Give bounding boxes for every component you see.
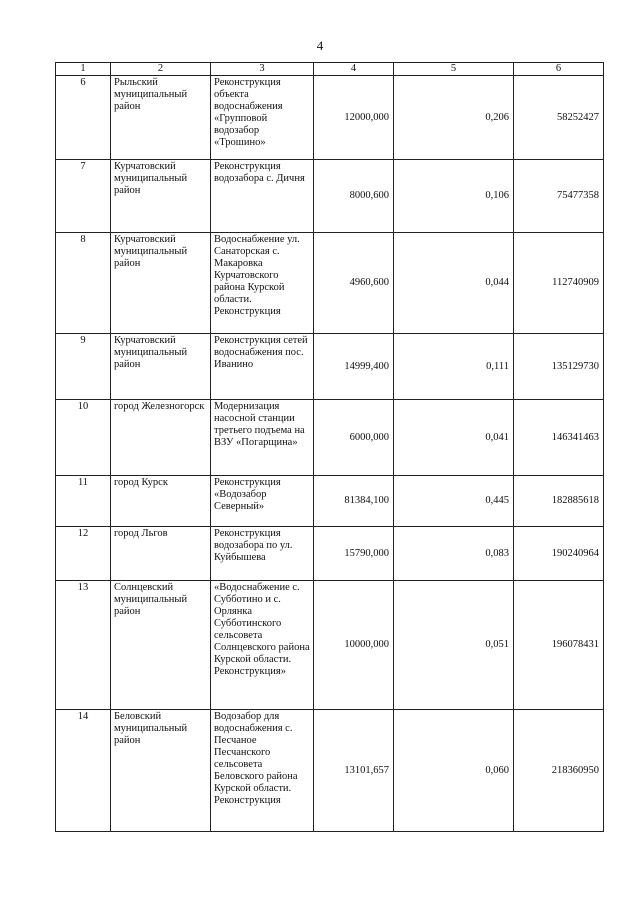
total-cell: 135129730: [514, 334, 604, 400]
coefficient-cell: 0,083: [394, 527, 514, 581]
row-number: 8: [56, 233, 111, 334]
project-cell: Реконструкция объекта водоснабжения «Групповой водозабор «Трошино»: [211, 76, 314, 160]
row-number: 14: [56, 710, 111, 832]
coefficient-cell: 0,041: [394, 400, 514, 476]
coefficient-cell: 0,445: [394, 476, 514, 527]
district-cell: Рыльский муниципальный район: [111, 76, 211, 160]
page-number: 4: [316, 38, 324, 53]
column-header: 1: [56, 63, 111, 76]
row-number: 10: [56, 400, 111, 476]
project-cell: «Водоснабжение с. Субботино и с. Орлянка Субботинского сельсовета Солнцевского района Курской области. Реконструкция»: [211, 581, 314, 710]
column-header: 4: [314, 63, 394, 76]
table-row: [56, 581, 604, 710]
district-cell: Курчатовский муниципальный район: [111, 233, 211, 334]
coefficient-cell: 0,060: [394, 710, 514, 832]
total-cell: 75477358: [514, 160, 604, 233]
amount-cell: 4960,600: [314, 233, 394, 334]
row-number: 7: [56, 160, 111, 233]
total-cell: 196078431: [514, 581, 604, 710]
row-number: 13: [56, 581, 111, 710]
table-row: [56, 334, 604, 400]
total-cell: 146341463: [514, 400, 604, 476]
district-cell: Курчатовский муниципальный район: [111, 160, 211, 233]
row-number: 6: [56, 76, 111, 160]
amount-cell: 10000,000: [314, 581, 394, 710]
project-cell: Реконструкция «Водозабор Северный»: [211, 476, 314, 527]
project-cell: Реконструкция сетей водоснабжения пос. Иванино: [211, 334, 314, 400]
table-row: [56, 400, 604, 476]
column-header: 5: [394, 63, 514, 76]
project-cell: Реконструкция водозабора с. Дичня: [211, 160, 314, 233]
coefficient-cell: 0,111: [394, 334, 514, 400]
amount-cell: 15790,000: [314, 527, 394, 581]
amount-cell: 8000,600: [314, 160, 394, 233]
row-number: 11: [56, 476, 111, 527]
table-row: [56, 527, 604, 581]
row-number: 9: [56, 334, 111, 400]
total-cell: 112740909: [514, 233, 604, 334]
total-cell: 182885618: [514, 476, 604, 527]
amount-cell: 14999,400: [314, 334, 394, 400]
project-cell: Реконструкция водозабора по ул. Куйбышева: [211, 527, 314, 581]
coefficient-cell: 0,206: [394, 76, 514, 160]
row-number: 12: [56, 527, 111, 581]
project-cell: Модернизация насосной станции третьего подъема на ВЗУ «Погарщина»: [211, 400, 314, 476]
project-cell: Водоснабжение ул. Санаторская с. Макаровка Курчатовского района Курской области. Реконструкция: [211, 233, 314, 334]
amount-cell: 6000,000: [314, 400, 394, 476]
coefficient-cell: 0,044: [394, 233, 514, 334]
amount-cell: 12000,000: [314, 76, 394, 160]
amount-cell: 13101,657: [314, 710, 394, 832]
district-cell: Солнцевский муниципальный район: [111, 581, 211, 710]
district-cell: Беловский муниципальный район: [111, 710, 211, 832]
total-cell: 218360950: [514, 710, 604, 832]
district-cell: город Льгов: [111, 527, 211, 581]
data-table: [55, 62, 604, 832]
table-row: [56, 476, 604, 527]
column-header: 3: [211, 63, 314, 76]
column-header: 2: [111, 63, 211, 76]
district-cell: Курчатовский муниципальный район: [111, 334, 211, 400]
district-cell: город Курск: [111, 476, 211, 527]
column-header: 6: [514, 63, 604, 76]
coefficient-cell: 0,106: [394, 160, 514, 233]
total-cell: 58252427: [514, 76, 604, 160]
amount-cell: 81384,100: [314, 476, 394, 527]
project-cell: Водозабор для водоснабжения с. Песчаное Песчанского сельсовета Беловского района Курской области. Реконструкция: [211, 710, 314, 832]
district-cell: город Железногорск: [111, 400, 211, 476]
coefficient-cell: 0,051: [394, 581, 514, 710]
table-row: [56, 710, 604, 832]
table-row: [56, 233, 604, 334]
header-row: [56, 63, 604, 76]
table-row: [56, 160, 604, 233]
table-row: [56, 76, 604, 160]
total-cell: 190240964: [514, 527, 604, 581]
